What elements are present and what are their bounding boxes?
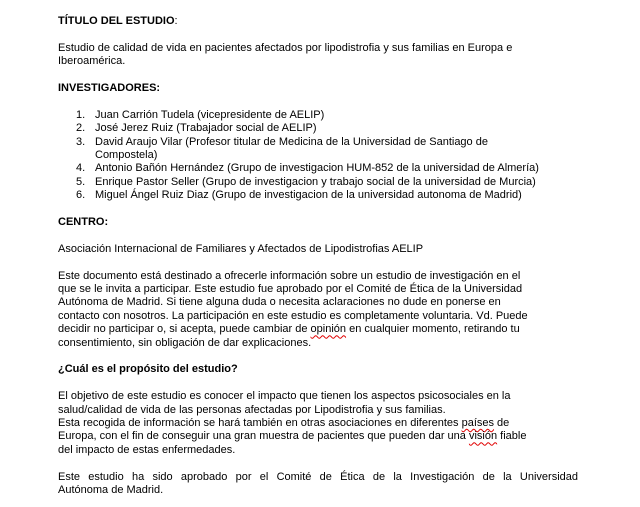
investigators-list <box>58 109 578 203</box>
list-item-text <box>95 176 578 189</box>
text-line: José Jerez Ruiz (Trabajador social de AELIP) <box>95 122 317 135</box>
text-line: Antonio Bañón Hernández (Grupo de investigacion HUM-852 de la universidad de Almería) <box>95 162 539 175</box>
paragraph-proposito <box>58 390 578 457</box>
list-item-text <box>95 109 578 122</box>
list-item-text <box>95 136 578 163</box>
list-item-text <box>95 122 578 135</box>
list-item-investigator-2 <box>58 122 578 135</box>
text-line: Estudio de calidad de vida en pacientes afectados por lipodistrofia y sus familias en Europa e <box>58 41 513 54</box>
text-line: decidir no participar o, si acepta, puede cambiar de opinión en cualquier momento, retirando tu <box>58 323 520 336</box>
text-line: Este estudio ha sido aprobado por el Comité de Ética de la Investigación de la Universidad <box>58 470 578 483</box>
list-item-number: 6. <box>76 189 86 202</box>
text-line: del impacto de estas enfermedades. <box>58 443 236 456</box>
text-line: Autónoma de Madrid. <box>58 484 164 497</box>
text-line: Miguel Ángel Ruiz Diaz (Grupo de investigacion de la universidad autonoma de Madrid) <box>95 189 522 202</box>
text-line: Compostela) <box>95 149 158 162</box>
misspelled-word: visión <box>468 430 498 443</box>
list-item-number: 5. <box>76 175 86 188</box>
misspelled-word: opinión <box>310 323 347 336</box>
list-item-text <box>95 189 578 202</box>
text-line: Asociación Internacional de Familiares y Afectados de Lipodistrofias AELIP <box>58 242 424 255</box>
text-line: Esta recogida de información se hará también en otras asociaciones en diferentes países de <box>58 417 510 430</box>
list-item-number: 3. <box>76 135 86 148</box>
list-item-investigator-3 <box>58 136 578 163</box>
text-line: El objetivo de este estudio es conocer el impacto que tienen los aspectos psicosociales en la <box>58 390 511 403</box>
misspelled-word: países <box>461 417 494 430</box>
text-line: contacto con nosotros. La participación en este estudio es completamente voluntaria. Vd. Puede <box>58 309 528 322</box>
list-item-text <box>95 162 578 175</box>
text-line: Autónoma de Madrid. Si tiene alguna duda o necesita aclaraciones no dude en ponerse en <box>58 296 501 309</box>
list-item-investigator-4 <box>58 162 578 175</box>
text-line: David Araujo Vilar (Profesor titular de Medicina de la Universidad de Santiago de <box>95 135 488 148</box>
section-heading-centro: CENTRO: <box>58 216 109 229</box>
list-item-number: 4. <box>76 162 86 175</box>
text-line: Enrique Pastor Seller (Grupo de investigacion y trabajo social de la universidad de Murcia) <box>95 175 536 188</box>
text-line: salud/calidad de vida de las personas afectadas por Lipodistrofia y sus familias. <box>58 403 446 416</box>
text-line: Iberoamérica. <box>58 55 126 68</box>
text-line: Europa, con el fin de conseguir una gran muestra de pacientes que pueden dar una visión fiable <box>58 430 527 443</box>
heading-titulo-text: TÍTULO DEL ESTUDIO <box>58 15 175 27</box>
list-item-investigator-5 <box>58 176 578 189</box>
section-heading-titulo <box>58 15 578 28</box>
paragraph-aprobacion <box>58 471 578 498</box>
section-heading-proposito: ¿Cuál es el propósito del estudio? <box>58 363 238 376</box>
text-line: consentimiento, sin obligación de dar explicaciones. <box>58 336 312 349</box>
paragraph-intro <box>58 270 578 350</box>
list-item-number: 2. <box>76 122 86 135</box>
text-line: que se le invita a participar. Este estudio fue aprobado por el Comité de Ética de la Universidad <box>58 283 523 296</box>
paragraph-centro <box>58 243 578 256</box>
list-item-investigator-1 <box>58 109 578 122</box>
text-line: Juan Carrión Tudela (vicepresidente de AELIP) <box>95 108 325 121</box>
list-item-investigator-6 <box>58 189 578 202</box>
paragraph-titulo <box>58 42 578 69</box>
list-item-number: 1. <box>76 108 86 121</box>
heading-titulo-colon: : <box>174 15 178 27</box>
text-line: Este documento está destinado a ofrecerle información sobre un estudio de investigación en el <box>58 269 521 282</box>
section-heading-investigadores: INVESTIGADORES: <box>58 82 161 94</box>
